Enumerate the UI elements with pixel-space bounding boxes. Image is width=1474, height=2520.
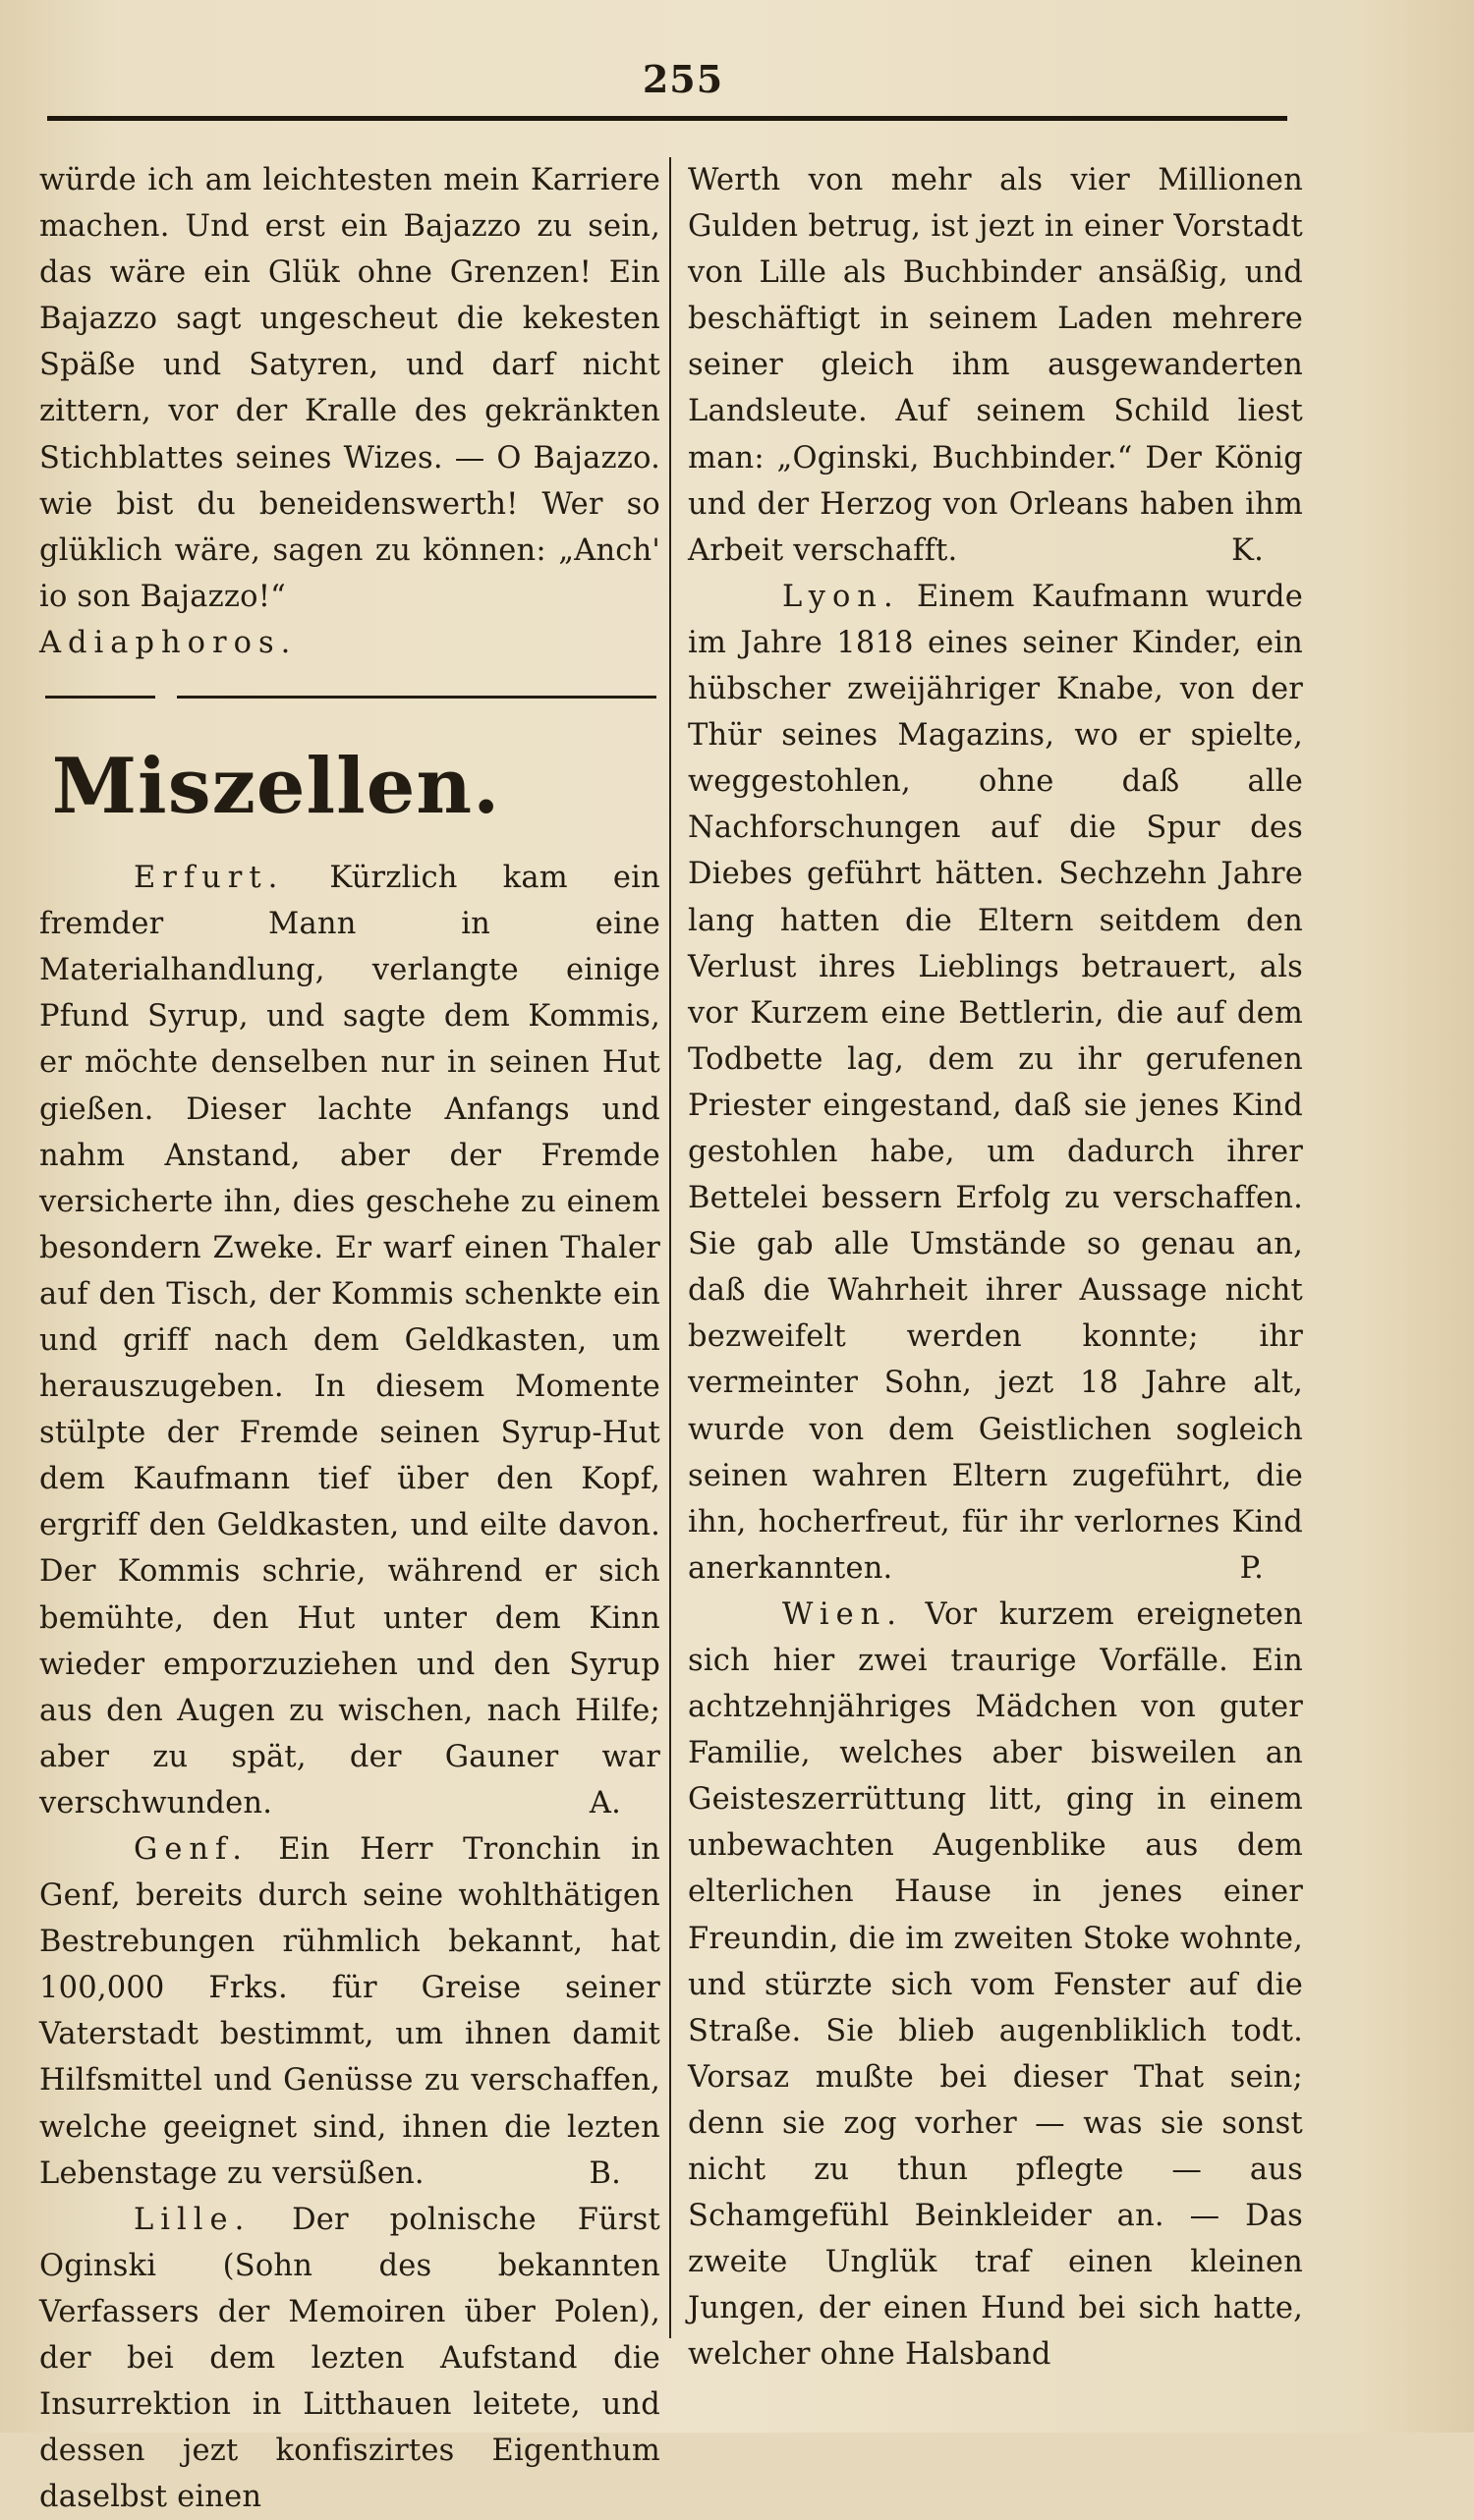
article-text: Werth von mehr als vier Millionen Gulden betrug, ist jezt in einer Vorstadt von Lille als Buchbinder ansäßig, und beschäftigt in seinem Laden mehrere seiner gleich ihm ausgewanderten Landsleute. Auf seinem Schild liest man: „Oginski, Buchbinder.“ Der König und der Herzog von Orleans haben ihm Arbeit verschafft. [688,163,1303,568]
article-text: Der polnische Fürst Oginski (Sohn des bekannten Verfassers der Memoiren über Polen), der bei dem lezten Aufstand die Insurrektion in Litthauen leitete, und dessen jezt konfiszirtes Eigenthum daselbst einen [39,2202,660,2515]
wien-article [688,1592,1303,2379]
article-signature: B. [589,2156,621,2191]
place-name: Wien. [782,1596,903,1632]
divider-long-line [177,696,656,699]
erfurt-article [39,855,660,1826]
lille-article [39,2197,660,2520]
article-signature: P. [1239,1550,1264,1586]
genf-article [39,1826,660,2197]
article-text: Ein Herr Tronchin in Genf, bereits durch seine wohlthätigen Bestrebungen rühmlich bekannt, hat 100,000 Frks. für Greise seiner Vaterstadt bestimmt, um ihnen damit Hilfsmittel und Genüsse zu verschaffen, welche geeignet sind, ihnen die lezten Lebenstage zu versüßen. [39,1832,660,2191]
place-name: Lille. [134,2202,252,2237]
right-column [688,157,1303,2379]
page-number: 255 [642,57,724,101]
section-divider [39,682,660,715]
essay-signature [39,620,660,666]
essay-ending-paragraph: würde ich am leichtesten mein Karriere machen. Und erst ein Bajazzo zu sein, das wäre ein Glük ohne Grenzen! Ein Bajazzo sagt ungescheut die kekesten Späße und Satyren, und darf nicht zittern, vor der Kralle des gekränkten Stichblattes seines Wizes. — O Bajazzo. wie bist du beneidenswerth! Wer so glüklich wäre, sagen zu können: „Anch' io son Bajazzo!“ [39,163,660,614]
article-signature: A. [589,1785,621,1820]
article-text: Einem Kaufmann wurde im Jahre 1818 eines seiner Kinder, ein hübscher zweijähriger Knabe, von der Thür seines Magazins, wo er spielte, weggestohlen, ohne daß alle Nachforschungen auf die Spur des Diebes geführt hätten. Sechzehn Jahre lang hatten die Eltern seitdem den Verlust ihres Lieblings betrauert, als vor Kurzem eine Bettlerin, die auf dem Todbette lag, dem zu ihr gerufenen Priester eingestand, daß sie jenes Kind gestohlen habe, um dadurch ihrer Bettelei bessern Erfolg zu verschaffen. Sie gab alle Umstände so genau an, daß die Wahrheit ihrer Aussage nicht bezweifelt werden konnte; ihr vermeinter Sohn, jezt 18 Jahre alt, wurde von dem Geistlichen sogleich seinen wahren Eltern zugeführt, die ihn, hocherfreut, für ihr verlornes Kind anerkannten. [688,579,1303,1586]
left-column [39,157,660,2520]
lille-article-continued [688,157,1303,574]
place-name: Erfurt. [134,861,285,896]
header-rule [47,116,1287,121]
section-heading: Miszellen. [51,742,501,832]
article-signature: K. [1231,532,1264,568]
signature-text: Adiaphoros. [39,625,298,660]
place-name: Genf. [134,1832,249,1867]
article-text: Kürzlich kam ein fremder Mann in eine Materialhandlung, verlangte einige Pfund Syrup, und sagte dem Kommis, er möchte denselben nur in seinen Hut gießen. Dieser lachte Anfangs und nahm Anstand, aber der Fremde versicherte ihn, dies geschehe zu einem besondern Zweke. Er warf einen Thaler auf den Tisch, der Kommis schenkte ein und griff nach dem Geldkasten, um herauszugeben. In diesem Momente stülpte der Fremde seinen Syrup-Hut dem Kaufmann tief über den Kopf, ergriff den Geldkasten, und eilte davon. Der Kommis schrie, während er sich bemühte, den Hut unter dem Kinn wieder emporzuziehen und den Syrup aus den Augen zu wischen, nach Hilfe; aber zu spät, der Gauner war verschwunden. [39,861,660,1820]
divider-short-line [45,696,155,699]
lyon-article [688,574,1303,1592]
column-divider [669,157,671,2338]
article-text: Vor kurzem ereigneten sich hier zwei traurige Vorfälle. Ein achtzehnjähriges Mädchen von guter Familie, welches aber bisweilen an Geisteszerrüttung litt, ging in einem unbewachten Augenblike aus dem elterlichen Hause in jenes einer Freundin, die im zweiten Stoke wohnte, und stürzte sich vom Fenster auf die Straße. Sie blieb augenbliklich todt. Vorsaz mußte bei dieser That sein; denn sie zog vorher — was sie sonst nicht zu thun pflegte — aus Schamgefühl Beinkleider an. — Das zweite Unglük traf einen kleinen Jungen, der einen Hund bei sich hatte, welcher ohne Halsband [688,1596,1303,2373]
place-name: Lyon. [782,579,900,614]
